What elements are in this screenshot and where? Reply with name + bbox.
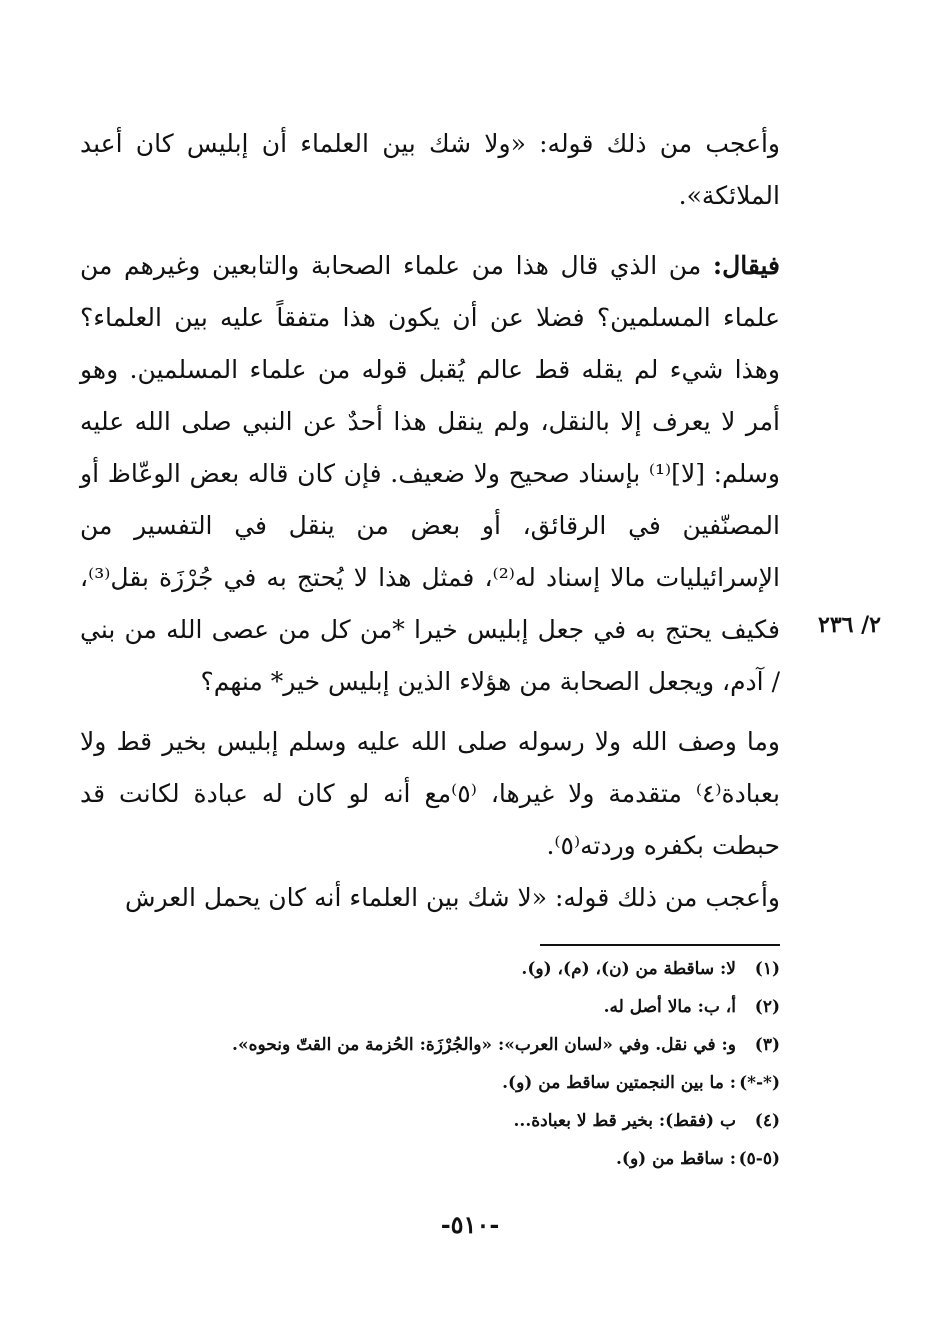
footnote-item bbox=[200, 950, 780, 988]
footnote-item bbox=[200, 1026, 780, 1064]
paragraph-4-text: وأعجب من ذلك قوله: «لا شك بين العلماء أنه كان يحمل العرش bbox=[124, 883, 780, 912]
footnote-text: و: في نقل. وفي «لسان العرب»: «والجُرْزَة: الحُزمة من القتّ ونحوه». bbox=[232, 1035, 736, 1055]
footnote-text: : ما بين النجمتين ساقط من (و). bbox=[502, 1073, 736, 1093]
footnote-number: (٣) bbox=[754, 1035, 780, 1055]
paragraph-2-text: من الذي قال هذا من علماء الصحابة والتابعين وغيرهم من علماء المسلمين؟ فضلا عن أن يكون هذا متفقاً عليه بين العلماء؟ وهذا شيء لم يقله قط عالم يُقبل قوله من علماء المسلمين. وهو أمر لا يعرف إلا بالنقل، ولم ينقل هذا أحدٌ عن النبي صلى الله عليه وسلم: [لا]⁽¹⁾ بإسناد صحيح ولا ضعيف. فإن كان قاله بعض الوعّاظ أو المصنّفين في الرقائق، أو بعض من ينقل في التفسير من الإسرائيليات مالا إسناد له⁽²⁾، فمثل هذا لا يُحتج به في جُرْزَة بقل⁽³⁾، فكيف يحتج به في جعل إبليس خيرا *من كل من عصى الله من بني / آدم، ويجعل الصحابة من هؤلاء الذين إبليس خير* منهم؟ bbox=[80, 251, 780, 696]
footnote-number: (*-*) bbox=[739, 1073, 780, 1093]
paragraph-1-text: وأعجب من ذلك قوله: «ولا شك بين العلماء أن إبليس كان أعبد الملائكة». bbox=[80, 129, 781, 210]
footnote-item bbox=[200, 988, 780, 1026]
page-number: -٥١٠- bbox=[440, 1210, 500, 1239]
paragraph-3-text: وما وصف الله ولا رسوله صلى الله عليه وسلم إبليس بخير قط ولا بعبادة⁽٤⁾ متقدمة ولا غيرها، ⁽٥⁾مع أنه لو كان له عبادة لكانت قد حبطت بكفره وردته⁽٥⁾. bbox=[80, 727, 780, 860]
margin-reference: ٢/ ٢٣٦ bbox=[818, 612, 881, 638]
footnote-text: : ساقط من (و). bbox=[616, 1149, 736, 1169]
footnotes bbox=[200, 950, 780, 1178]
footnote-number: (٥-٥) bbox=[738, 1149, 780, 1169]
footnote-number: (٤) bbox=[754, 1111, 780, 1131]
footnote-text: لا: ساقطة من (ن)، (م)، (و). bbox=[521, 959, 736, 979]
footnote-number: (١) bbox=[754, 959, 780, 979]
footnote-text: ب (فقط): بخير قط لا بعبادة... bbox=[513, 1111, 736, 1131]
footnote-number: (٢) bbox=[754, 997, 780, 1017]
paragraph-2 bbox=[80, 240, 780, 708]
footnote-item bbox=[200, 1102, 780, 1140]
paragraph-4 bbox=[80, 872, 780, 924]
footnote-item bbox=[200, 1140, 780, 1178]
paragraph-3 bbox=[80, 716, 780, 872]
footnote-item bbox=[200, 1064, 780, 1102]
paragraph-2-lead: فيقال: bbox=[712, 251, 780, 280]
footnote-text: أ، ب: مالا أصل له. bbox=[603, 997, 736, 1017]
paragraph-1 bbox=[80, 118, 780, 222]
footnote-divider bbox=[540, 944, 780, 946]
